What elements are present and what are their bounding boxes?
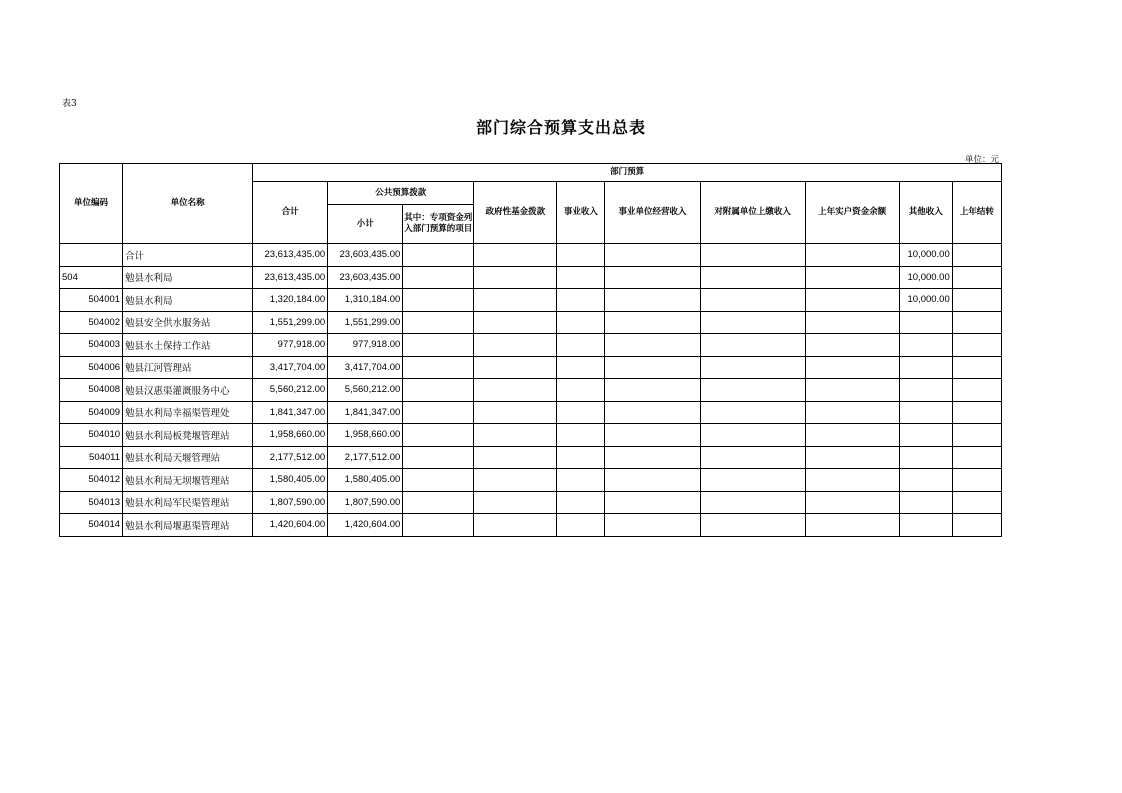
cell-prior-year-carryover: [952, 401, 1001, 424]
cell-unit-name: 合计: [123, 244, 253, 267]
cell-prior-year-carryover: [952, 311, 1001, 334]
unit-label: 单位：元: [964, 155, 999, 165]
cell-prior-year-balance: [805, 356, 899, 379]
cell-prior-year-carryover: [952, 424, 1001, 447]
table-row: [60, 244, 1002, 267]
cell-business-income: [557, 446, 605, 469]
cell-total: 1,420,604.00: [253, 514, 328, 537]
cell-unit-name: 勉县水利局: [123, 289, 253, 312]
cell-total: 1,841,347.00: [253, 401, 328, 424]
cell-unit-name: 勉县安全供水服务站: [123, 311, 253, 334]
cell-subsidiary-income: [700, 311, 805, 334]
cell-other-income: [899, 334, 952, 357]
cell-prior-year-balance: [805, 289, 899, 312]
table-row: [60, 491, 1002, 514]
header-business-income: 事业收入: [557, 182, 605, 244]
cell-unit-name: 勉县水利局无坝堰管理站: [123, 469, 253, 492]
header-other-income: 其他收入: [899, 182, 952, 244]
cell-business-operating-income: [605, 424, 700, 447]
cell-business-operating-income: [605, 401, 700, 424]
cell-unit-code: 504008: [60, 379, 123, 402]
table-row: [60, 334, 1002, 357]
cell-prior-year-carryover: [952, 446, 1001, 469]
cell-unit-code: 504010: [60, 424, 123, 447]
cell-business-income: [557, 491, 605, 514]
cell-prior-year-balance: [805, 379, 899, 402]
cell-unit-name: 勉县水利局幸福渠管理处: [123, 401, 253, 424]
cell-special-funds: [403, 356, 474, 379]
cell-unit-code: [60, 244, 123, 267]
cell-business-operating-income: [605, 289, 700, 312]
cell-unit-name: 勉县江河管理站: [123, 356, 253, 379]
table-row: [60, 424, 1002, 447]
cell-other-income: [899, 311, 952, 334]
cell-prior-year-balance: [805, 469, 899, 492]
cell-subtotal: 2,177,512.00: [328, 446, 403, 469]
cell-special-funds: [403, 244, 474, 267]
cell-business-operating-income: [605, 379, 700, 402]
cell-business-operating-income: [605, 311, 700, 334]
cell-prior-year-balance: [805, 491, 899, 514]
cell-business-income: [557, 266, 605, 289]
cell-subsidiary-income: [700, 424, 805, 447]
cell-other-income: [899, 514, 952, 537]
cell-other-income: [899, 424, 952, 447]
header-subtotal: 小计: [328, 205, 403, 244]
table-row: [60, 289, 1002, 312]
cell-business-income: [557, 401, 605, 424]
cell-business-operating-income: [605, 491, 700, 514]
cell-subtotal: 1,420,604.00: [328, 514, 403, 537]
cell-gov-fund: [474, 424, 557, 447]
cell-other-income: [899, 356, 952, 379]
cell-subtotal: 1,310,184.00: [328, 289, 403, 312]
cell-total: 1,580,405.00: [253, 469, 328, 492]
cell-gov-fund: [474, 379, 557, 402]
cell-special-funds: [403, 266, 474, 289]
cell-prior-year-balance: [805, 446, 899, 469]
header-unit-name: 单位名称: [123, 164, 253, 244]
cell-business-income: [557, 356, 605, 379]
cell-special-funds: [403, 311, 474, 334]
cell-other-income: 10,000.00: [899, 266, 952, 289]
sheet-label: 表3: [62, 99, 77, 109]
cell-total: 23,613,435.00: [253, 244, 328, 267]
cell-other-income: [899, 379, 952, 402]
cell-business-operating-income: [605, 514, 700, 537]
cell-gov-fund: [474, 401, 557, 424]
cell-business-income: [557, 514, 605, 537]
cell-subsidiary-income: [700, 334, 805, 357]
cell-other-income: 10,000.00: [899, 244, 952, 267]
cell-prior-year-carryover: [952, 244, 1001, 267]
cell-business-income: [557, 244, 605, 267]
cell-subsidiary-income: [700, 491, 805, 514]
cell-special-funds: [403, 491, 474, 514]
cell-business-income: [557, 289, 605, 312]
cell-unit-code: 504009: [60, 401, 123, 424]
table-body: [60, 244, 1002, 537]
cell-subsidiary-income: [700, 514, 805, 537]
cell-other-income: [899, 491, 952, 514]
cell-unit-name: 勉县水利局军民渠管理站: [123, 491, 253, 514]
cell-gov-fund: [474, 491, 557, 514]
table-row: [60, 266, 1002, 289]
cell-gov-fund: [474, 244, 557, 267]
cell-prior-year-carryover: [952, 514, 1001, 537]
cell-prior-year-balance: [805, 334, 899, 357]
table-row: [60, 469, 1002, 492]
cell-total: 5,560,212.00: [253, 379, 328, 402]
cell-subtotal: 1,958,660.00: [328, 424, 403, 447]
cell-gov-fund: [474, 356, 557, 379]
header-total: 合计: [253, 182, 328, 244]
cell-subtotal: 1,807,590.00: [328, 491, 403, 514]
cell-special-funds: [403, 334, 474, 357]
cell-unit-name: 勉县水利局板凳堰管理站: [123, 424, 253, 447]
cell-subsidiary-income: [700, 379, 805, 402]
header-special-funds: 其中：专项资金列入部门预算的项目: [403, 205, 474, 244]
cell-prior-year-carryover: [952, 266, 1001, 289]
cell-total: 1,320,184.00: [253, 289, 328, 312]
cell-prior-year-balance: [805, 424, 899, 447]
cell-special-funds: [403, 446, 474, 469]
cell-unit-code: 504001: [60, 289, 123, 312]
cell-total: 2,177,512.00: [253, 446, 328, 469]
cell-unit-code: 504: [60, 266, 123, 289]
cell-total: 1,807,590.00: [253, 491, 328, 514]
cell-special-funds: [403, 379, 474, 402]
cell-gov-fund: [474, 446, 557, 469]
cell-unit-code: 504003: [60, 334, 123, 357]
header-subsidiary-income: 对附属单位上缴收入: [700, 182, 805, 244]
cell-business-operating-income: [605, 469, 700, 492]
cell-unit-name: 勉县水利局: [123, 266, 253, 289]
table-row: [60, 446, 1002, 469]
cell-unit-code: 504006: [60, 356, 123, 379]
cell-total: 1,958,660.00: [253, 424, 328, 447]
cell-prior-year-carryover: [952, 289, 1001, 312]
cell-subtotal: 1,841,347.00: [328, 401, 403, 424]
cell-unit-code: 504014: [60, 514, 123, 537]
header-public-budget: 公共预算拨款: [328, 182, 474, 205]
cell-business-operating-income: [605, 446, 700, 469]
cell-subtotal: 5,560,212.00: [328, 379, 403, 402]
header-unit-code: 单位编码: [60, 164, 123, 244]
cell-prior-year-balance: [805, 401, 899, 424]
table-header: [60, 164, 1002, 244]
cell-business-income: [557, 311, 605, 334]
cell-unit-name: 勉县水利局堰惠渠管理站: [123, 514, 253, 537]
cell-subsidiary-income: [700, 289, 805, 312]
cell-unit-code: 504002: [60, 311, 123, 334]
cell-business-operating-income: [605, 244, 700, 267]
cell-other-income: 10,000.00: [899, 289, 952, 312]
cell-business-operating-income: [605, 266, 700, 289]
cell-business-income: [557, 334, 605, 357]
cell-unit-name: 勉县汉惠渠灌溉服务中心: [123, 379, 253, 402]
cell-prior-year-balance: [805, 311, 899, 334]
cell-prior-year-carryover: [952, 469, 1001, 492]
cell-gov-fund: [474, 514, 557, 537]
table-row: [60, 514, 1002, 537]
page-title: 部门综合预算支出总表: [475, 118, 646, 137]
cell-business-income: [557, 469, 605, 492]
cell-other-income: [899, 446, 952, 469]
cell-special-funds: [403, 289, 474, 312]
budget-table: [59, 163, 1002, 537]
cell-special-funds: [403, 514, 474, 537]
header-business-operating-income: 事业单位经营收入: [605, 182, 700, 244]
cell-gov-fund: [474, 311, 557, 334]
cell-business-income: [557, 379, 605, 402]
cell-prior-year-carryover: [952, 334, 1001, 357]
cell-total: 3,417,704.00: [253, 356, 328, 379]
cell-subtotal: 1,580,405.00: [328, 469, 403, 492]
cell-subsidiary-income: [700, 266, 805, 289]
cell-subsidiary-income: [700, 244, 805, 267]
header-dept-budget: 部门预算: [253, 164, 1002, 182]
cell-prior-year-balance: [805, 244, 899, 267]
cell-unit-code: 504013: [60, 491, 123, 514]
cell-subtotal: 23,603,435.00: [328, 266, 403, 289]
cell-gov-fund: [474, 289, 557, 312]
cell-subsidiary-income: [700, 446, 805, 469]
cell-special-funds: [403, 469, 474, 492]
cell-unit-name: 勉县水利局天堰管理站: [123, 446, 253, 469]
cell-other-income: [899, 401, 952, 424]
header-gov-fund: 政府性基金拨款: [474, 182, 557, 244]
table-row: [60, 379, 1002, 402]
cell-special-funds: [403, 424, 474, 447]
cell-business-operating-income: [605, 356, 700, 379]
cell-other-income: [899, 469, 952, 492]
table-row: [60, 311, 1002, 334]
cell-prior-year-balance: [805, 266, 899, 289]
cell-subsidiary-income: [700, 356, 805, 379]
cell-total: 23,613,435.00: [253, 266, 328, 289]
cell-prior-year-carryover: [952, 491, 1001, 514]
cell-subtotal: 1,551,299.00: [328, 311, 403, 334]
cell-special-funds: [403, 401, 474, 424]
cell-unit-code: 504011: [60, 446, 123, 469]
header-prior-year-balance: 上年实户资金余额: [805, 182, 899, 244]
cell-business-operating-income: [605, 334, 700, 357]
cell-unit-name: 勉县水土保持工作站: [123, 334, 253, 357]
header-prior-year-carryover: 上年结转: [952, 182, 1001, 244]
cell-subsidiary-income: [700, 469, 805, 492]
table-row: [60, 401, 1002, 424]
cell-total: 1,551,299.00: [253, 311, 328, 334]
table-row: [60, 356, 1002, 379]
cell-prior-year-carryover: [952, 356, 1001, 379]
cell-subtotal: 23,603,435.00: [328, 244, 403, 267]
cell-subtotal: 3,417,704.00: [328, 356, 403, 379]
cell-gov-fund: [474, 266, 557, 289]
cell-total: 977,918.00: [253, 334, 328, 357]
cell-gov-fund: [474, 334, 557, 357]
cell-subsidiary-income: [700, 401, 805, 424]
cell-subtotal: 977,918.00: [328, 334, 403, 357]
cell-gov-fund: [474, 469, 557, 492]
cell-prior-year-carryover: [952, 379, 1001, 402]
cell-business-income: [557, 424, 605, 447]
cell-unit-code: 504012: [60, 469, 123, 492]
cell-prior-year-balance: [805, 514, 899, 537]
